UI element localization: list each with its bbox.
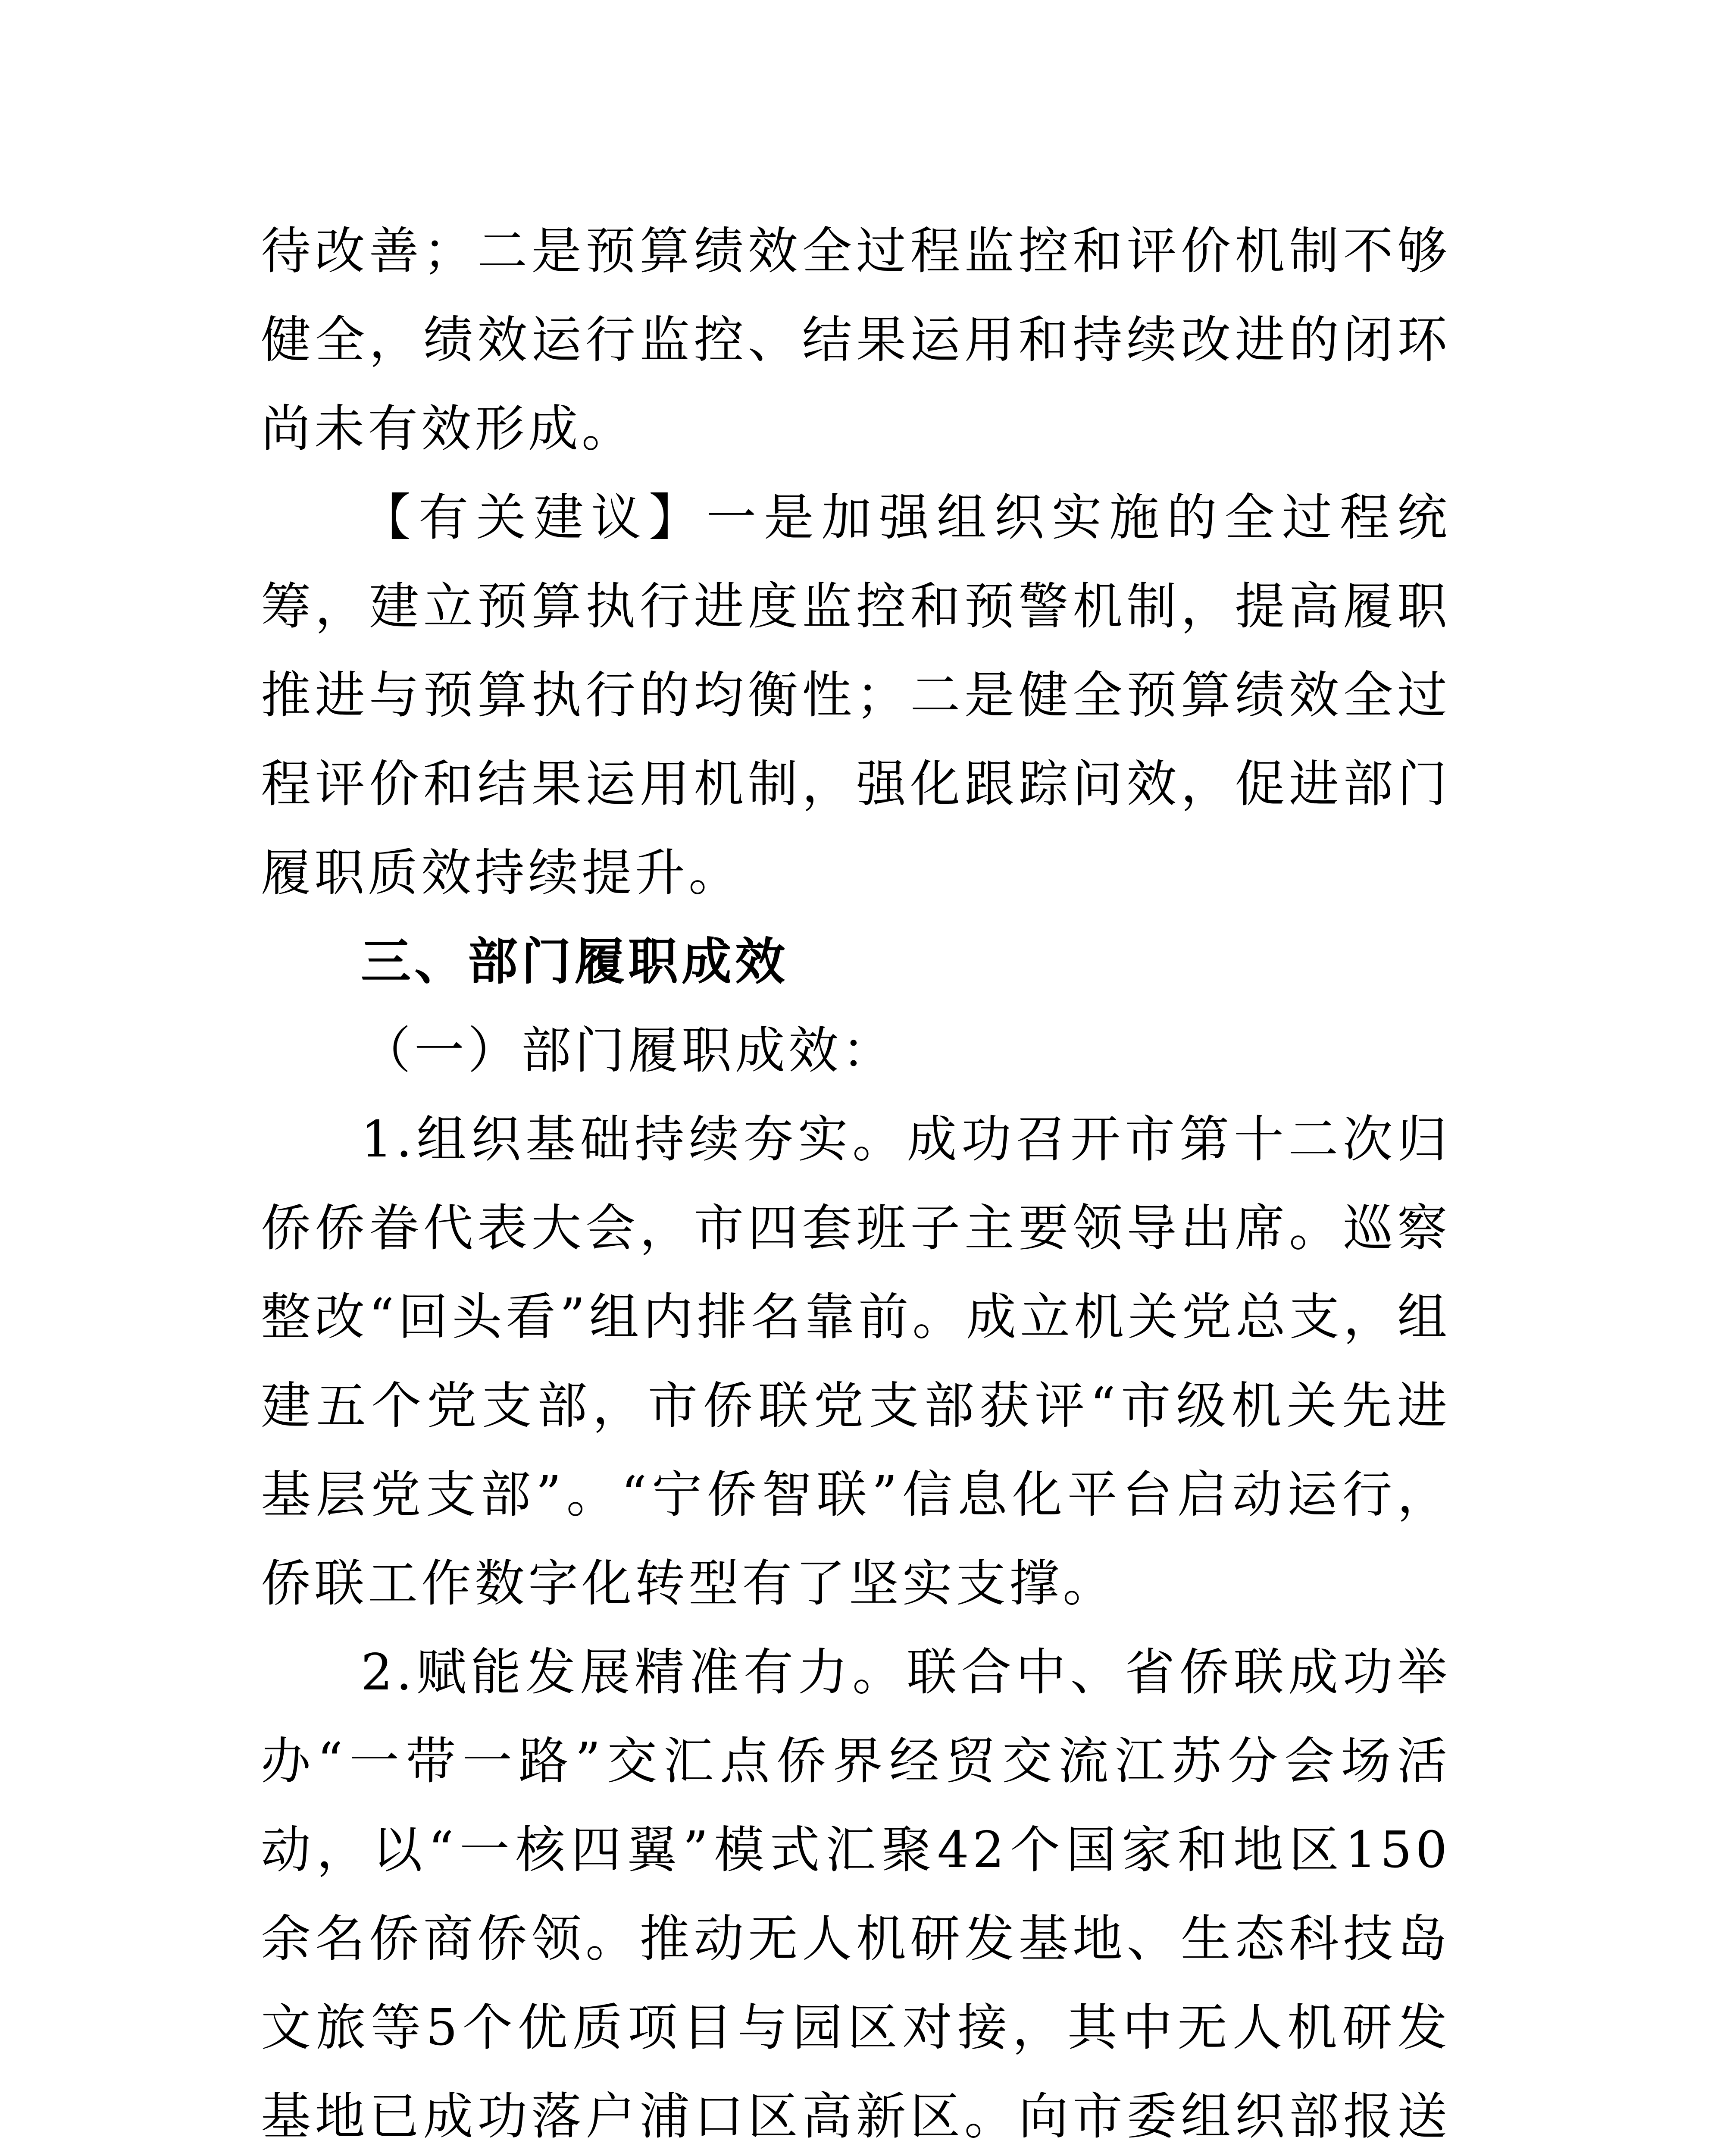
suggestions-paragraph: 【有关建议】一是加强组织实施的全过程统筹，建立预算执行进度监控和预警机制，提高履职推进与预算执行的均衡性；二是健全预算绩效全过程评价和结果运用机制，强化跟踪问效，促进部门履职质效持续提升。 bbox=[261, 489, 1451, 902]
document-body bbox=[261, 207, 1451, 2156]
body-paragraph-item-2: 2.赋能发展精准有力。联合中、省侨联成功举办“一带一路”交汇点侨界经贸交流江苏分会场活动，以“一核四翼”模式汇聚42个国家和地区150余名侨商侨领。推动无人机研发基地、生态科技岛文旅等5个优质项目与园区对接，其中无人机研发基地已成功落户浦口区高新区。向市委组织部报送 bbox=[261, 1643, 1451, 2146]
body-paragraph: 待改善；二是预算绩效全过程监控和评价机制不够健全，绩效运行监控、结果运用和持续改进的闭环尚未有效形成。 bbox=[261, 222, 1451, 458]
subsection-heading: （一）部门履职成效： bbox=[361, 1022, 895, 1080]
body-paragraph-item-1: 1.组织基础持续夯实。成功召开市第十二次归侨侨眷代表大会，市四套班子主要领导出席。巡察整改“回头看”组内排名靠前。成立机关党总支，组建五个党支部，市侨联党支部获评“市级机关先进基层党支部”。“宁侨智联”信息化平台启动运行，侨联工作数字化转型有了坚实支撑。 bbox=[261, 1110, 1451, 1613]
section-heading: 三、部门履职成效 bbox=[361, 933, 788, 991]
